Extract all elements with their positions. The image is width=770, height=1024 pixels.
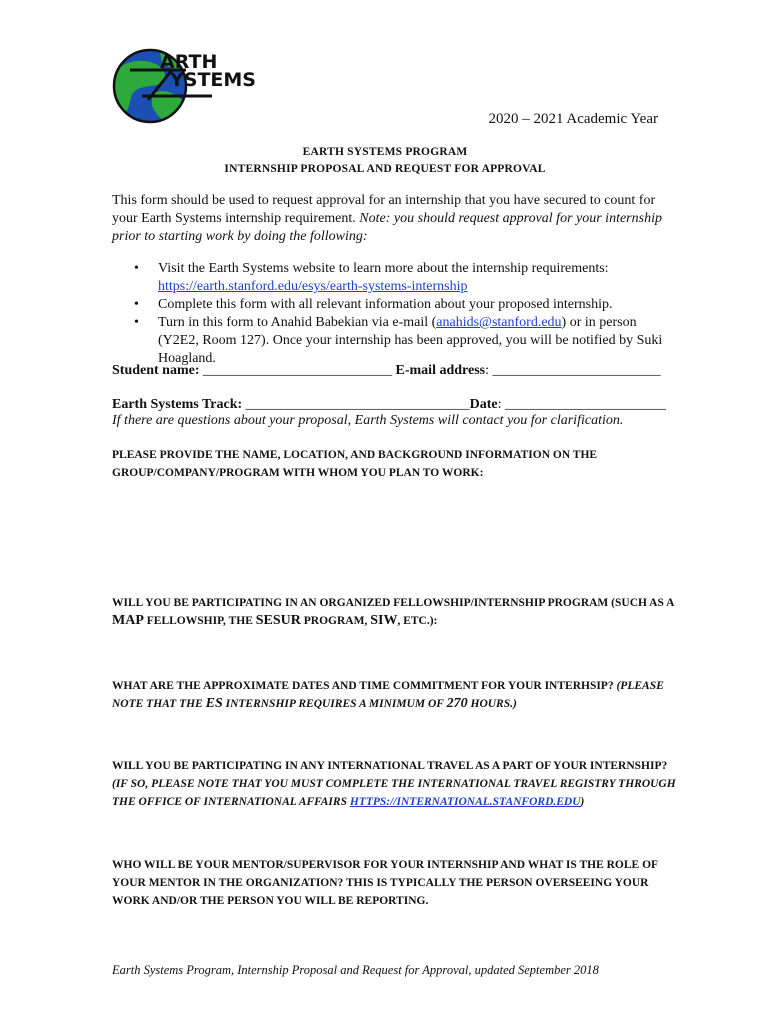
question-fellowship [112,594,682,630]
bullet-text-turn-in: Turn in this form to Anahid Babekian via e-mail ( [158,315,437,330]
intro-text: This form should be used to request approval for an internship that you have secured to count for your Earth Systems internship requirement. [112,193,656,226]
date-label: Date [469,397,498,412]
question-fellowship-text: WILL YOU BE PARTICIPATING IN AN ORGANIZED FELLOWSHIP/INTERNSHIP PROGRAM (SUCH AS A [112,597,674,609]
list-item [112,296,672,314]
logo-text-arth: ARTH [160,51,218,73]
page-footer: Earth Systems Program, Internship Proposal and Request for Approval, updated September 2018 [112,963,599,977]
intro-note: Note: you should request approval for your internship prior to starting work by doing the following: [112,211,662,244]
question-dates-note: (PLEASE NOTE THAT THE [112,680,664,710]
question-fellowship-text-2: FELLOWSHIP, THE [143,615,256,627]
student-name-field[interactable]: ___________________________ [199,363,396,378]
question-fellowship-text-3: PROGRAM, [300,615,371,627]
question-international-travel [112,757,682,811]
bullet-text-turn-in-rest: ) or in person (Y2E2, Room 127). Once your internship has been approved, you will be notified by Suki Hoagland. [158,315,663,366]
question-travel-close: ) [580,796,585,808]
email-label: E-mail address [395,363,486,378]
question-dates-note-2: INTERNSHIP REQUIRES A MINIMUM OF [222,698,447,710]
email-field[interactable]: : ________________________ [485,363,661,378]
list-item [112,314,672,368]
logo-text-ystems: YSTEMS [170,69,256,91]
question-fellowship-sesur: SESUR [255,613,301,628]
bullet-text-website: Visit the Earth Systems website to learn more about the internship requirements: [158,261,609,276]
internship-website-link[interactable]: https://earth.stanford.edu/esys/earth-systems-internship [158,279,468,294]
bullet-text-complete: Complete this form with all relevant information about your proposed internship. [158,297,613,312]
earth-systems-logo [112,42,256,128]
question-fellowship-map: MAP [112,613,144,628]
international-affairs-link[interactable]: HTTPS://INTERNATIONAL.STANFORD.EDU [349,796,581,808]
question-dates [112,677,682,713]
contact-email-link[interactable]: anahids@stanford.edu [436,315,562,330]
list-item [112,260,672,296]
question-organization: PLEASE PROVIDE THE NAME, LOCATION, AND BACKGROUND INFORMATION ON THE GROUP/COMPANY/PROGRAM WITH WHOM YOU PLAN TO WORK: [112,449,598,479]
track-date-line [112,397,666,413]
date-field[interactable]: : _______________________ [497,397,667,412]
track-label: Earth Systems Track: [112,397,243,412]
question-mentor: WHO WILL BE YOUR MENTOR/SUPERVISOR FOR YOUR INTERNSHIP AND WHAT IS THE ROLE OF YOUR MENTOR IN THE ORGANIZATION? THIS IS TYPICALLY THE PERSON OVERSEEING YOUR WORK AND/OR THE PERSON YOU WILL BE REPORTING. [112,859,658,907]
question-fellowship-siw: SIW [370,613,398,628]
form-title: INTERNSHIP PROPOSAL AND REQUEST FOR APPROVAL [224,163,546,175]
track-field[interactable]: ________________________________ [242,397,470,412]
clarification-note: If there are questions about your proposal, Earth Systems will contact you for clarification. [112,413,624,428]
question-travel-text: WILL YOU BE PARTICIPATING IN ANY INTERNATIONAL TRAVEL AS A PART OF YOUR INTERNSHIP? [112,760,668,772]
instructions-list [112,260,672,368]
question-dates-hours: 270 [446,696,468,711]
intro-paragraph [112,192,668,246]
academic-year: 2020 – 2021 Academic Year [488,111,658,127]
program-title: EARTH SYSTEMS PROGRAM [302,146,468,158]
question-dates-es: ES [205,696,223,711]
question-dates-note-3: HOURS.) [467,698,517,710]
question-travel-note: (IF SO, PLEASE NOTE THAT YOU MUST COMPLETE THE INTERNATIONAL TRAVEL REGISTRY THROUGH THE OFFICE OF INTERNATIONAL AFFAIRS [112,778,676,808]
student-name-label: Student name: [112,363,200,378]
student-info-line [112,363,661,379]
question-dates-text: WHAT ARE THE APPROXIMATE DATES AND TIME COMMITMENT FOR YOUR INTERHSIP? [112,680,617,692]
question-fellowship-text-4: , ETC.): [397,615,438,627]
